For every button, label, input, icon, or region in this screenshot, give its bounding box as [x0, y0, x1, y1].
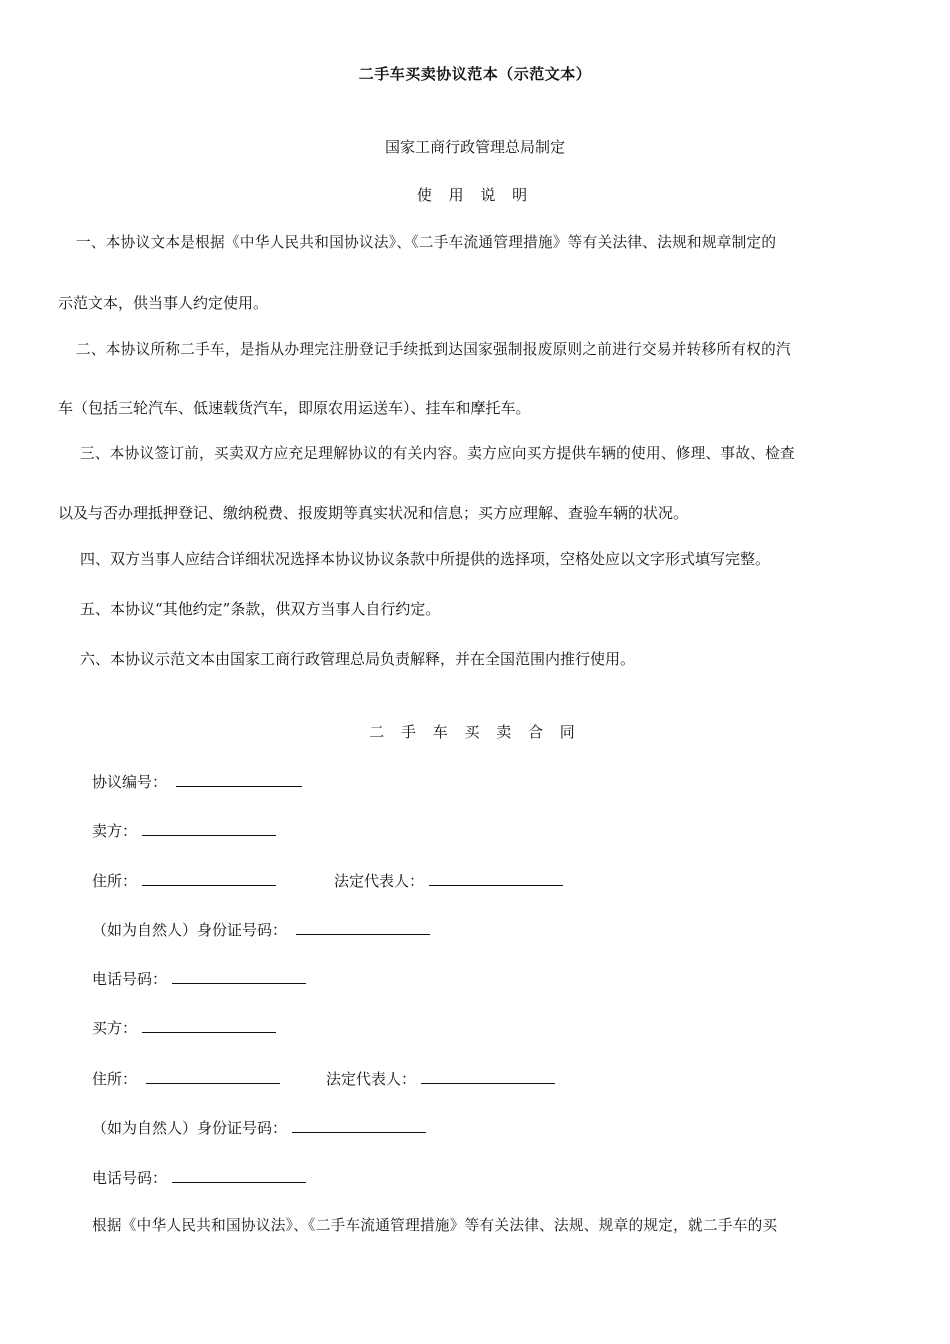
seller-blank[interactable]: [142, 821, 276, 836]
contract-heading: 二 手 车 买 卖 合 同: [369, 723, 581, 741]
seller-legal-rep-field: [334, 871, 563, 891]
buyer-field: [92, 1018, 276, 1038]
clause-3-line-1: 三、本协议签订前，买卖双方应充足理解协议的有关内容。卖方应向买方提供车辆的使用、修理、事故、检查: [80, 445, 795, 462]
clause-5: 五、本协议“其他约定”条款，供双方当事人自行约定。: [80, 600, 441, 618]
buyer-phone-field: [92, 1168, 306, 1188]
document-title: 二手车买卖协议范本（示范文本）: [358, 65, 592, 83]
seller-legal-rep-label: 法定代表人：: [334, 872, 425, 890]
seller-legal-rep-blank[interactable]: [429, 871, 563, 886]
buyer-phone-blank[interactable]: [172, 1168, 306, 1183]
clause-2-line-1: 二、本协议所称二手车，是指从办理完注册登记手续抵到达国家强制报废原则之前进行交易并转移所有权的汽: [76, 341, 791, 358]
buyer-legal-rep-label: 法定代表人：: [326, 1070, 417, 1088]
buyer-id-field: [92, 1118, 426, 1138]
seller-phone-blank[interactable]: [172, 969, 306, 984]
closing-paragraph: 根据《中华人民共和国协议法》、《二手车流通管理措施》等有关法律、法规、规章的规定，就二手车的买: [92, 1217, 778, 1234]
seller-address-field: [92, 871, 276, 891]
buyer-id-label: （如为自然人）身份证号码：: [92, 1119, 288, 1137]
clause-1-line-1: 一、本协议文本是根据《中华人民共和国协议法》、《二手车流通管理措施》等有关法律、法规和规章制定的: [76, 234, 777, 251]
buyer-legal-rep-blank[interactable]: [421, 1069, 555, 1084]
clause-4: 四、双方当事人应结合详细状况选择本协议协议条款中所提供的选择项，空格处应以文字形式填写完整。: [80, 550, 771, 568]
seller-id-blank[interactable]: [296, 920, 430, 935]
usage-heading: 使 用 说 明: [416, 186, 534, 204]
seller-phone-field: [92, 969, 306, 989]
clause-6: 六、本协议示范文本由国家工商行政管理总局负责解释，并在全国范围内推行使用。: [80, 650, 636, 668]
seller-id-field: [92, 920, 430, 940]
seller-field: [92, 821, 276, 841]
contract-number-blank[interactable]: [176, 772, 302, 787]
buyer-legal-rep-field: [326, 1069, 555, 1089]
seller-address-label: 住所：: [92, 872, 138, 890]
buyer-blank[interactable]: [142, 1018, 276, 1033]
buyer-phone-label: 电话号码：: [92, 1169, 168, 1187]
clause-3-line-2: 以及与否办理抵押登记、缴纳税费、报废期等真实状况和信息；买方应理解、查验车辆的状况。: [58, 504, 689, 522]
contract-number-label: 协议编号：: [92, 773, 168, 791]
clause-1-line-2: 示范文本，供当事人约定使用。: [58, 294, 269, 312]
seller-id-label: （如为自然人）身份证号码：: [92, 921, 288, 939]
buyer-address-field: [92, 1069, 280, 1089]
issuer-line: 国家工商行政管理总局制定: [384, 138, 565, 156]
buyer-label: 买方：: [92, 1019, 138, 1037]
contract-number-field: [92, 772, 302, 792]
seller-label: 卖方：: [92, 822, 138, 840]
buyer-address-blank[interactable]: [146, 1069, 280, 1084]
buyer-address-label: 住所：: [92, 1070, 138, 1088]
clause-2-line-2: 车（包括三轮汽车、低速载货汽车，即原农用运送车）、挂车和摩托车。: [58, 399, 531, 417]
seller-address-blank[interactable]: [142, 871, 276, 886]
seller-phone-label: 电话号码：: [92, 970, 168, 988]
buyer-id-blank[interactable]: [292, 1118, 426, 1133]
